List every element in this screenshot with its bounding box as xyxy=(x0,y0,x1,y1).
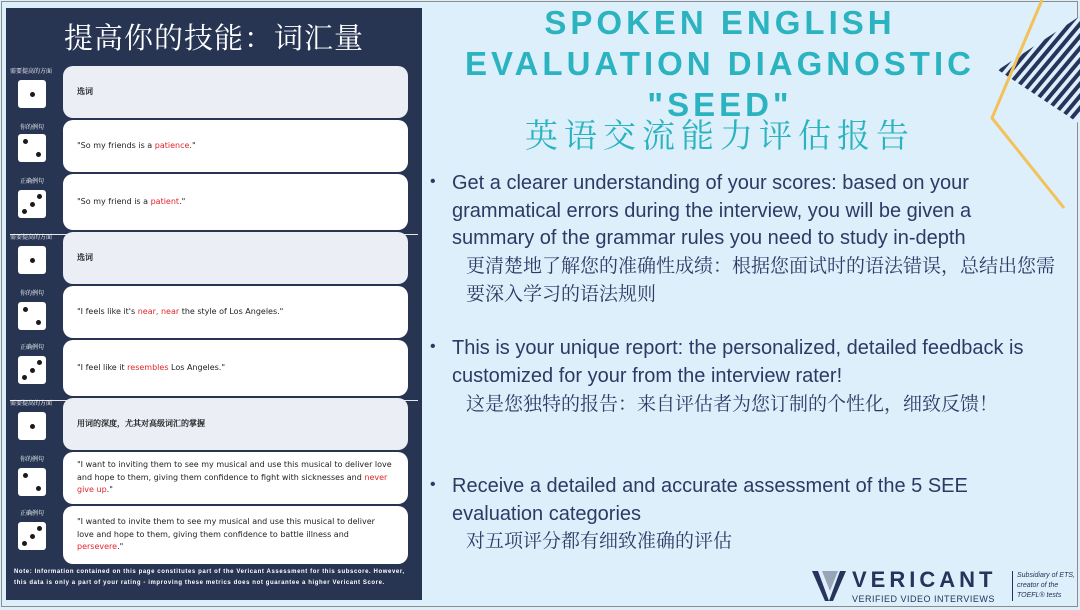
correct-sentence-text: "So my friend is a patient." xyxy=(77,196,186,206)
improvement-area-text: 选词 xyxy=(77,86,93,96)
bullet-chinese-text: 更清楚地了解您的准确性成绩：根据您面试时的语法错误，总结出您需要深入学习的语法规则 xyxy=(466,255,1056,305)
die-three-icon xyxy=(18,522,46,550)
bullet-marker: • xyxy=(430,476,436,493)
vericant-v-icon xyxy=(810,567,848,605)
die-three-icon xyxy=(18,356,46,384)
correct-sentence-label: 正确例句 xyxy=(20,510,45,517)
correct-sentence-card xyxy=(63,174,408,230)
vocabulary-panel xyxy=(6,8,422,600)
improvement-area-text: 选词 xyxy=(77,252,93,262)
die-one-icon xyxy=(18,80,46,108)
logo-wordmark: VERICANT xyxy=(852,567,997,592)
improvement-area-text: 用词的深度，尤其对高级词汇的掌握 xyxy=(77,418,205,428)
bullet-english-text: This is your unique report: the personalized, detailed feedback is customized for your from the interview rater! xyxy=(452,337,1024,387)
panel-title: 提高你的技能：词汇量 xyxy=(63,21,364,55)
improvement-area-card xyxy=(63,66,408,118)
die-two-icon xyxy=(18,468,46,496)
correct-sentence-card xyxy=(63,506,408,564)
die-one-icon xyxy=(18,412,46,440)
correct-sentence-text: "I wanted to invite them to see my musical and use this musical to deliver love and hope to them, giving them confidence to battle illness and persevere." xyxy=(77,517,375,552)
disclaimer-note: Note: Information contained on this page constitutes part of the Vericant Assessment for this subscore. However, this data is only a part of your rating - improving these metrics does not guarantee a higher Vericant Score. xyxy=(14,569,405,586)
your-sentence-label: 你的例句 xyxy=(20,456,45,463)
your-sentence-text: "So my friends is a patience." xyxy=(77,140,196,150)
bullet-marker: • xyxy=(430,173,436,190)
correct-sentence-card xyxy=(63,340,408,396)
title-line-1: SPOKEN ENGLISH xyxy=(544,4,896,41)
your-sentence-card xyxy=(63,452,408,504)
your-sentence-card xyxy=(63,120,408,172)
striped-triangle-icon xyxy=(990,0,1080,210)
your-sentence-label: 你的例句 xyxy=(20,290,45,297)
bullet-chinese-text: 这是您独特的报告：来自评估者为您订制的个性化，细致反馈！ xyxy=(466,393,999,415)
your-sentence-card xyxy=(63,286,408,338)
area-label: 需要提高的方面 xyxy=(10,400,53,407)
die-one-icon xyxy=(18,246,46,274)
correct-sentence-label: 正确例句 xyxy=(20,178,45,185)
your-sentence-text: "I feels like it's near, near the style of Los Angeles." xyxy=(77,306,284,316)
correct-sentence-text: "I feel like it resembles Los Angeles." xyxy=(77,362,226,372)
your-sentence-text: "I want to inviting them to see my musical and use this musical to deliver love and hope to them, giving them confidence to fight with sicknesses and never give up." xyxy=(77,460,392,495)
your-sentence-label: 你的例句 xyxy=(20,124,45,131)
correct-sentence-label: 正确例句 xyxy=(20,344,45,351)
logo-subsidiary-note: Subsidiary of ETS, creator of the TOEFL® tests xyxy=(1012,571,1078,601)
bullet-chinese-text: 对五项评分都有细致准确的评估 xyxy=(466,530,733,552)
die-two-icon xyxy=(18,302,46,330)
logo-tagline: VERIFIED VIDEO INTERVIEWS xyxy=(852,594,995,604)
improvement-area-card xyxy=(63,398,408,450)
title-line-3: "SEED" xyxy=(647,86,793,123)
improvement-area-card xyxy=(63,232,408,284)
vericant-logo xyxy=(808,567,1078,607)
area-label: 需要提高的方面 xyxy=(10,68,53,75)
die-three-icon xyxy=(18,190,46,218)
report-title-chinese: 英语交流能力评估报告 xyxy=(525,116,915,155)
bullet-english-text: Receive a detailed and accurate assessment of the 5 SEE evaluation categories xyxy=(452,475,968,525)
die-two-icon xyxy=(18,134,46,162)
area-label: 需要提高的方面 xyxy=(10,234,53,241)
title-line-2: EVALUATION DIAGNOSTIC xyxy=(465,45,975,82)
bullet-english-text: Get a clearer understanding of your scores: based on your grammatical errors during the interview, you will be given a summary of the grammar rules you need to study in-depth xyxy=(452,172,972,249)
bullet-marker: • xyxy=(430,338,436,355)
report-title-english xyxy=(440,2,1000,125)
